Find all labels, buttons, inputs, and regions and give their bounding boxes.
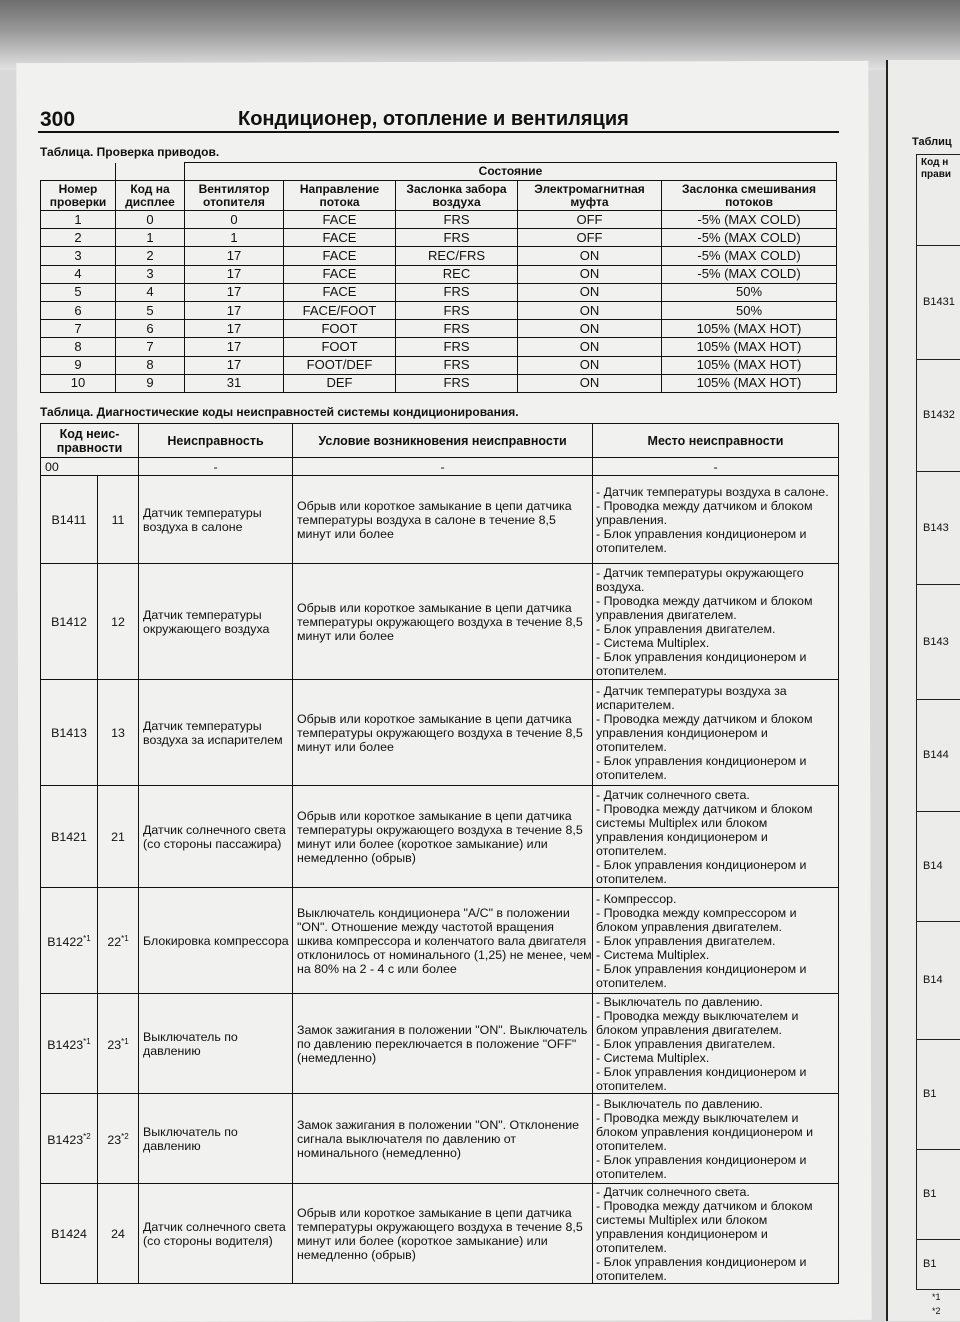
table-cell: FRS (396, 374, 518, 392)
location-item: - Блок управления кондиционером и отопителем. (596, 649, 807, 678)
table-cell: 105% (MAX HOT) (662, 320, 837, 338)
dtc-code-cell (41, 1184, 98, 1284)
condition-cell: Обрыв или короткое замыкание в цепи датчика температуры окружающего воздуха в течение 8,5 минут или более (293, 680, 593, 786)
adjacent-page (886, 60, 960, 1321)
location-cell (593, 786, 839, 888)
table-cell: FACE (284, 211, 396, 229)
table-cell: 17 (185, 247, 284, 265)
actuator-check-table (40, 162, 837, 393)
dtc-code: B1423 (47, 1038, 84, 1053)
footnote-mark: *1 (83, 933, 91, 943)
t1-column-header: Электромагнитная муфта (518, 181, 662, 211)
location-cell (593, 994, 839, 1094)
table-cell: 10 (41, 374, 116, 392)
fault-cell: - (139, 458, 293, 476)
table-cell: 17 (185, 283, 284, 301)
table-cell: 2 (41, 229, 116, 247)
page-title: Кондиционер, отопление и вентиляция (238, 108, 629, 130)
location-item: - Блок управления кондиционером и отопителем. (596, 753, 807, 782)
table-cell: -5% (MAX COLD) (662, 247, 837, 265)
dtc-code: B1422 (47, 935, 84, 950)
dtc-code-cell (41, 564, 98, 680)
table-cell: FOOT (284, 320, 396, 338)
table-cell: ON (518, 374, 662, 392)
dtc-code: 12 (111, 614, 125, 629)
table-cell: 50% (662, 283, 837, 301)
table-cell: 31 (185, 374, 284, 392)
table-cell: 1 (116, 229, 185, 247)
table-row (41, 320, 837, 338)
table-cell: 4 (41, 265, 116, 283)
table-row (41, 229, 837, 247)
table-cell: 17 (185, 338, 284, 356)
table-cell: 5 (41, 283, 116, 301)
table-cell: FACE (284, 265, 396, 283)
table-cell: 7 (41, 320, 116, 338)
location-cell (593, 680, 839, 786)
table-cell: 8 (41, 338, 116, 356)
scan-shadow (0, 0, 960, 70)
location-item: - Датчик температуры воздуха в салоне. (596, 484, 829, 499)
dtc-code-cell (41, 888, 98, 994)
adjacent-row (916, 700, 960, 812)
table-row (41, 786, 839, 888)
dtc-code: B1421 (51, 829, 87, 844)
t1-column-header: Заслонка забора воздуха (396, 181, 518, 211)
table-cell: REC/FRS (396, 247, 518, 265)
table-cell: 7 (116, 338, 185, 356)
dtc-code: B1424 (51, 1226, 87, 1241)
table-row (41, 1184, 839, 1284)
adjacent-row (916, 1040, 960, 1150)
dtc-code-cell (98, 680, 139, 786)
t2-body (41, 458, 839, 1284)
table-cell: 9 (116, 374, 185, 392)
dtc-code: 23 (107, 1133, 122, 1148)
fault-header: Неисправность (139, 424, 293, 458)
dtc-code-cell (41, 786, 98, 888)
location-item: - Блок управления кондиционером и отопителем. (596, 961, 807, 990)
table-cell: FRS (396, 229, 518, 247)
dtc-code: 11 (111, 512, 125, 527)
table-cell: ON (518, 356, 662, 374)
location-cell (593, 476, 839, 564)
dtc-code: 13 (111, 725, 125, 740)
table-row (41, 1094, 839, 1184)
location-item: - Проводка между датчиком и блоком системы Multiplex или блоком управления кондиционером и отопителем. (596, 1198, 813, 1255)
condition-cell: Обрыв или короткое замыкание в цепи датчика температуры окружающего воздуха в течение 8,5 минут или более (293, 564, 593, 680)
dtc-code-cell (98, 786, 139, 888)
footnote-mark: *2 (83, 1131, 91, 1141)
location-item: - Блок управления кондиционером и отопителем. (596, 1064, 807, 1093)
table-cell: 105% (MAX HOT) (662, 338, 837, 356)
table-row (41, 458, 839, 476)
table-cell: 8 (116, 356, 185, 374)
table-row (41, 211, 837, 229)
table-cell: 105% (MAX HOT) (662, 356, 837, 374)
table-cell: 9 (41, 356, 116, 374)
table-cell: 17 (185, 265, 284, 283)
table-cell: 0 (185, 211, 284, 229)
adjacent-row (916, 360, 960, 472)
table-cell: 1 (185, 229, 284, 247)
fault-cell: Датчик температуры окружающего воздуха (139, 564, 293, 680)
table-cell: 6 (116, 320, 185, 338)
table-row (41, 374, 837, 392)
footnote-mark: *1 (121, 933, 129, 943)
table-row (41, 476, 839, 564)
dtc-code: 23 (107, 1038, 122, 1053)
condition-cell: Замок зажигания в положении "ON". Отклонение сигнала выключателя по давлению от номинального (немедленно) (293, 1094, 593, 1184)
location-item: - Проводка между датчиком и блоком управления. (596, 498, 813, 527)
table-cell: ON (518, 283, 662, 301)
adjacent-row (916, 1150, 960, 1240)
adjacent-code: B1432 (923, 409, 955, 421)
table-cell: OFF (518, 229, 662, 247)
table-row (41, 994, 839, 1094)
dtc-code: B1412 (51, 614, 87, 629)
header-divider (38, 131, 839, 133)
dtc-code-cell (41, 994, 98, 1094)
table-cell: -5% (MAX COLD) (662, 211, 837, 229)
table-cell: 0 (116, 211, 185, 229)
table-row (41, 247, 837, 265)
table-row (41, 564, 839, 680)
location-item: - Система Multiplex. (596, 947, 710, 962)
location-item: - Блок управления двигателем. (596, 621, 776, 636)
table-cell: FRS (396, 320, 518, 338)
condition-header: Условие возникновения неисправности (293, 424, 593, 458)
dtc-code-cell (41, 476, 98, 564)
table-cell: 3 (41, 247, 116, 265)
dtc-code-cell (98, 564, 139, 680)
table-row (41, 283, 837, 301)
adjacent-caption: Таблиц (912, 136, 952, 148)
location-item: - Блок управления кондиционером и отопителем. (596, 857, 807, 886)
fault-cell: Датчик температуры воздуха в салоне (139, 476, 293, 564)
location-item: - Проводка между датчиком и блоком управления двигателем. (596, 593, 813, 622)
t1-body (41, 211, 837, 393)
table-cell: 4 (116, 283, 185, 301)
condition-cell: - (293, 458, 593, 476)
t1-blank-cell (41, 163, 116, 181)
location-item: - Датчик температуры воздуха за испарителем. (596, 683, 787, 712)
table-cell: 6 (41, 301, 116, 319)
t1-header-row (41, 181, 837, 211)
table-row (41, 265, 837, 283)
table-cell: REC (396, 265, 518, 283)
adjacent-code: B1 (923, 1188, 937, 1200)
table-cell: ON (518, 320, 662, 338)
adjacent-code: B1431 (923, 296, 955, 308)
location-item: - Датчик солнечного света. (596, 1184, 750, 1199)
location-cell (593, 458, 839, 476)
adjacent-header: Код н прави (916, 154, 960, 246)
page-number: 300 (40, 108, 76, 131)
location-cell (593, 888, 839, 994)
location-item: - Проводка между выключателем и блоком управления двигателем. (596, 1008, 799, 1037)
table-cell: FACE (284, 229, 396, 247)
location-cell (593, 1184, 839, 1284)
table-cell: FRS (396, 356, 518, 374)
location-item: - Датчик солнечного света. (596, 787, 750, 802)
location-item: - Система Multiplex. (596, 1050, 710, 1065)
adjacent-row (916, 472, 960, 585)
fault-cell: Датчик солнечного света (со стороны пассажира) (139, 786, 293, 888)
adjacent-code: B1 (923, 1258, 937, 1270)
location-item: - Проводка между датчиком и блоком управления кондиционером и отопителем. (596, 711, 813, 754)
location-item: - Выключатель по давлению. (596, 1096, 763, 1111)
condition-cell: Обрыв или короткое замыкание в цепи датчика температуры воздуха в салоне в течение 8,5 минут или более (293, 476, 593, 564)
table-cell: FRS (396, 301, 518, 319)
location-item: - Блок управления кондиционером и отопителем. (596, 526, 807, 555)
table-cell: -5% (MAX COLD) (662, 265, 837, 283)
table-cell: 105% (MAX HOT) (662, 374, 837, 392)
fault-cell: Выключатель по давлению (139, 994, 293, 1094)
fault-cell: Датчик солнечного света (со стороны водителя) (139, 1184, 293, 1284)
location-item: - (713, 459, 718, 474)
dtc-code-cell: 00 (41, 458, 139, 476)
adjacent-footnote: *2 (932, 1306, 941, 1316)
dtc-code-cell (98, 888, 139, 994)
dtc-code-header: Код неис-правности (41, 424, 139, 458)
adjacent-code: B1 (923, 1088, 937, 1100)
location-item: - Компрессор. (596, 891, 677, 906)
table-cell: DEF (284, 374, 396, 392)
table-cell: OFF (518, 211, 662, 229)
t1-blank-cell (116, 163, 185, 181)
adjacent-row (916, 1240, 960, 1290)
footnote-mark: *1 (121, 1036, 129, 1046)
location-item: - Блок управления кондиционером и отопителем. (596, 1254, 807, 1283)
dtc-code-cell (41, 1094, 98, 1184)
state-group-header: Состояние (185, 163, 837, 181)
location-item: - Проводка между датчиком и блоком системы Multiplex или блоком управления кондиционером и отопителем. (596, 801, 813, 858)
dtc-code-cell (98, 476, 139, 564)
dtc-code-cell (98, 1184, 139, 1284)
footnote-mark: *1 (83, 1036, 91, 1046)
adjacent-footnote: *1 (932, 1292, 941, 1302)
adjacent-code: B143 (923, 636, 949, 648)
fault-cell: Выключатель по давлению (139, 1094, 293, 1184)
t1-column-header: Вентилятор отопителя (185, 181, 284, 211)
dtc-code: 24 (111, 1226, 125, 1241)
condition-cell: Обрыв или короткое замыкание в цепи датчика температуры окружающего воздуха в течение 8,5 минут или более (короткое замыкание) или немедленно (обрыв) (293, 786, 593, 888)
table-cell: ON (518, 265, 662, 283)
location-cell (593, 564, 839, 680)
dtc-code-cell (98, 994, 139, 1094)
table-cell: FACE (284, 247, 396, 265)
t2-header-row (41, 424, 839, 458)
location-item: - Датчик температуры окружающего воздуха. (596, 565, 804, 594)
table-cell: FACE/FOOT (284, 301, 396, 319)
condition-cell: Замок зажигания в положении "ON". Выключатель по давлению переключается в положение "OFF" (немедленно) (293, 994, 593, 1094)
table-row (41, 680, 839, 786)
location-item: - Блок управления двигателем. (596, 933, 776, 948)
table-cell: -5% (MAX COLD) (662, 229, 837, 247)
adjacent-row (916, 585, 960, 700)
footnote-mark: *2 (121, 1131, 129, 1141)
table2-caption: Таблица. Диагностические коды неисправностей системы кондиционирования. (40, 405, 519, 419)
table-row (41, 338, 837, 356)
fault-cell: Блокировка компрессора (139, 888, 293, 994)
table-cell: FOOT (284, 338, 396, 356)
adjacent-row (916, 812, 960, 922)
table-cell: 50% (662, 301, 837, 319)
table-cell: 17 (185, 301, 284, 319)
adjacent-code: B143 (923, 522, 949, 534)
location-item: - Блок управления двигателем. (596, 1036, 776, 1051)
t1-column-header: Заслонка смешивания потоков (662, 181, 837, 211)
dtc-code: 21 (111, 829, 125, 844)
condition-cell: Выключатель кондиционера "A/C" в положении "ON". Отношение между частотой вращения шкива компрессора и коленчатого вала двигателя отклонилось от номинального (1,25) не менее, чем на 80% на 2 - 4 с или более (293, 888, 593, 994)
table-cell: 2 (116, 247, 185, 265)
table-cell: 3 (116, 265, 185, 283)
dtc-code-cell (41, 680, 98, 786)
table-row (41, 888, 839, 994)
location-item: - Проводка между компрессором и блоком управления двигателем. (596, 905, 797, 934)
table1-caption: Таблица. Проверка приводов. (40, 145, 220, 159)
adjacent-code: B14 (923, 974, 943, 986)
table-cell: ON (518, 301, 662, 319)
t1-column-header: Направление потока (284, 181, 396, 211)
location-item: - Блок управления кондиционером и отопителем. (596, 1152, 807, 1181)
adjacent-row (916, 246, 960, 360)
table-cell: 1 (41, 211, 116, 229)
location-item: - Система Multiplex. (596, 635, 710, 650)
t1-column-header: Код на дисплее (116, 181, 185, 211)
table-cell: FRS (396, 338, 518, 356)
table-cell: FRS (396, 211, 518, 229)
table-cell: 5 (116, 301, 185, 319)
location-item: - Выключатель по давлению. (596, 994, 763, 1009)
t1-column-header: Номер проверки (41, 181, 116, 211)
location-header: Место неисправности (593, 424, 839, 458)
location-item: - Проводка между выключателем и блоком управления кондиционером и отопителем. (596, 1110, 814, 1153)
location-cell (593, 1094, 839, 1184)
table-cell: 17 (185, 320, 284, 338)
dtc-table (40, 423, 839, 1284)
table-row (41, 301, 837, 319)
adjacent-row (916, 922, 960, 1040)
table-cell: FRS (396, 283, 518, 301)
table-row (41, 356, 837, 374)
condition-cell: Обрыв или короткое замыкание в цепи датчика температуры окружающего воздуха в течение 8,5 минут или более (короткое замыкание) или немедленно (обрыв) (293, 1184, 593, 1284)
adjacent-code: B14 (923, 860, 943, 872)
fault-cell: Датчик температуры воздуха за испарителем (139, 680, 293, 786)
table-cell: 17 (185, 356, 284, 374)
dtc-code: B1411 (51, 512, 87, 527)
table-cell: ON (518, 247, 662, 265)
dtc-code: B1423 (47, 1133, 84, 1148)
dtc-code: 22 (107, 935, 122, 950)
adjacent-code: B144 (923, 749, 949, 761)
table-cell: FACE (284, 283, 396, 301)
table-cell: FOOT/DEF (284, 356, 396, 374)
dtc-code-cell (98, 1094, 139, 1184)
dtc-code: B1413 (51, 725, 87, 740)
table-cell: ON (518, 338, 662, 356)
